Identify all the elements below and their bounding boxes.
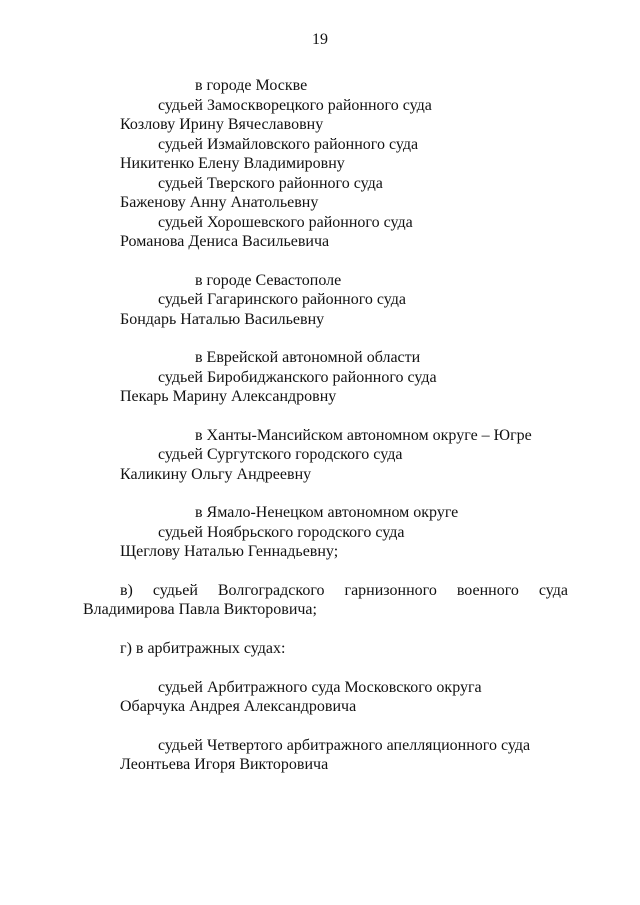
appointee-bazhenova: Баженову Анну Анатольевну (120, 194, 319, 211)
item-v-word: гарнизонного (344, 582, 437, 599)
appointee-pekar: Пекарь Марину Александровну (120, 388, 337, 405)
appointee-kalikina: Каликину Ольгу Андреевну (120, 466, 312, 483)
appointee-bondar: Бондарь Наталью Васильевну (120, 311, 325, 328)
appointee-leontiev: Леонтьева Игоря Викторовича (120, 756, 329, 773)
appointee-kozlova: Козлову Ирину Вячеславовну (120, 116, 324, 133)
appointee-nikitenko: Никитенко Елену Владимировну (120, 155, 345, 172)
court-izmailovsky: судьей Измайловского районного суда (158, 136, 419, 153)
item-v-word: военного (456, 582, 519, 599)
appointee-obarchuk: Обарчука Андрея Александровича (120, 698, 357, 715)
court-gagarinsky: судьей Гагаринского районного суда (158, 291, 407, 308)
page-number: 19 (312, 31, 328, 48)
court-khoroshevsky: судьей Хорошевского районного суда (158, 214, 413, 231)
court-noyabrsk: судьей Ноябрьского городского суда (158, 524, 405, 541)
location-khanty-mansi: в Ханты-Мансийском автономном округе – Югре (195, 427, 532, 444)
court-tverskoy: судьей Тверского районного суда (158, 175, 383, 192)
appointee-romanov: Романова Дениса Васильевича (120, 233, 330, 250)
court-surgut: судьей Сургутского городского суда (158, 446, 403, 463)
item-v-word: Волгоградского (217, 582, 325, 599)
appointee-shcheglova: Щеглову Наталью Геннадьевну; (120, 543, 339, 560)
appointee-vladimirov: Владимирова Павла Викторовича; (83, 601, 317, 618)
item-g-heading: г) в арбитражных судах: (120, 640, 286, 657)
court-zamoskvoretsky: судьей Замоскворецкого районного суда (158, 97, 432, 114)
location-jewish-ao: в Еврейской автономной области (195, 349, 421, 366)
item-v-first-line (120, 581, 568, 601)
court-fourth-arbitration-appeal: судьей Четвертого арбитражного апелляционного суда (158, 737, 531, 754)
item-v-word: суда (538, 582, 568, 599)
location-moscow: в городе Москве (195, 77, 308, 94)
location-yamal: в Ямало-Ненецком автономном округе (195, 504, 459, 521)
item-v-word: судьей (152, 582, 198, 599)
court-birobidzhan: судьей Биробиджанского районного суда (158, 369, 437, 386)
location-sevastopol: в городе Севастополе (195, 272, 342, 289)
court-arbitration-moscow-district: судьей Арбитражного суда Московского округа (158, 679, 482, 696)
item-v-word: в) (120, 582, 133, 599)
